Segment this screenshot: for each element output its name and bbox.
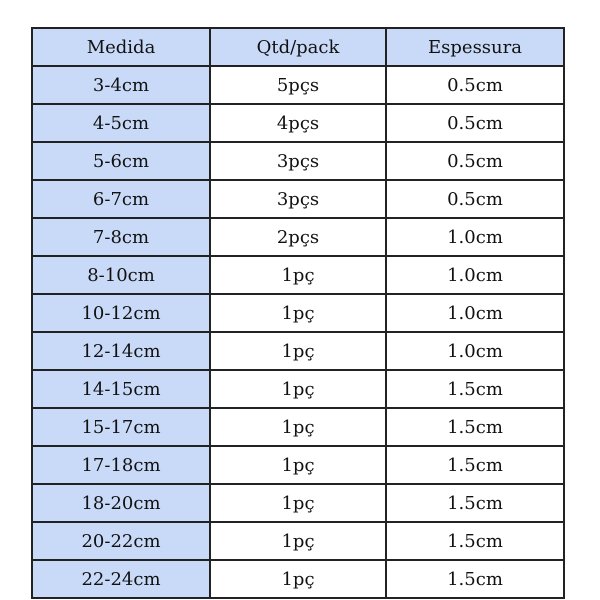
espessura-cell: 1.5cm — [386, 484, 564, 522]
espessura-cell: 0.5cm — [386, 66, 564, 104]
qtd-cell: 1pç — [210, 560, 386, 598]
table-row — [32, 180, 564, 218]
header-row — [32, 28, 564, 66]
qtd-cell: 1pç — [210, 408, 386, 446]
qtd-cell: 1pç — [210, 294, 386, 332]
qtd-cell: 5pçs — [210, 66, 386, 104]
medida-cell: 8-10cm — [32, 256, 210, 294]
medida-cell: 15-17cm — [32, 408, 210, 446]
size-table — [31, 27, 565, 599]
table-row — [32, 408, 564, 446]
table-row — [32, 218, 564, 256]
espessura-cell: 1.0cm — [386, 294, 564, 332]
medida-cell: 6-7cm — [32, 180, 210, 218]
qtd-cell: 3pçs — [210, 142, 386, 180]
medida-cell: 20-22cm — [32, 522, 210, 560]
qtd-cell: 3pçs — [210, 180, 386, 218]
medida-cell: 14-15cm — [32, 370, 210, 408]
header-espessura: Espessura — [386, 28, 564, 66]
table-row — [32, 294, 564, 332]
qtd-cell: 4pçs — [210, 104, 386, 142]
qtd-cell: 1pç — [210, 484, 386, 522]
qtd-cell: 1pç — [210, 332, 386, 370]
espessura-cell: 1.0cm — [386, 332, 564, 370]
table-row — [32, 560, 564, 598]
table-row — [32, 370, 564, 408]
qtd-cell: 2pçs — [210, 218, 386, 256]
medida-cell: 5-6cm — [32, 142, 210, 180]
espessura-cell: 1.5cm — [386, 446, 564, 484]
espessura-cell: 1.5cm — [386, 522, 564, 560]
espessura-cell: 1.5cm — [386, 370, 564, 408]
table-row — [32, 142, 564, 180]
qtd-cell: 1pç — [210, 370, 386, 408]
qtd-cell: 1pç — [210, 446, 386, 484]
medida-cell: 10-12cm — [32, 294, 210, 332]
table-row — [32, 332, 564, 370]
medida-cell: 7-8cm — [32, 218, 210, 256]
medida-cell: 4-5cm — [32, 104, 210, 142]
table-row — [32, 66, 564, 104]
header-medida: Medida — [32, 28, 210, 66]
table-row — [32, 256, 564, 294]
medida-cell: 17-18cm — [32, 446, 210, 484]
espessura-cell: 1.5cm — [386, 560, 564, 598]
espessura-cell: 1.5cm — [386, 408, 564, 446]
espessura-cell: 0.5cm — [386, 180, 564, 218]
medida-cell: 12-14cm — [32, 332, 210, 370]
table-row — [32, 522, 564, 560]
header-qtd-pack: Qtd/pack — [210, 28, 386, 66]
medida-cell: 3-4cm — [32, 66, 210, 104]
espessura-cell: 1.0cm — [386, 218, 564, 256]
espessura-cell: 0.5cm — [386, 142, 564, 180]
medida-cell: 22-24cm — [32, 560, 210, 598]
espessura-cell: 0.5cm — [386, 104, 564, 142]
table-row — [32, 484, 564, 522]
medida-cell: 18-20cm — [32, 484, 210, 522]
table-row — [32, 446, 564, 484]
qtd-cell: 1pç — [210, 256, 386, 294]
qtd-cell: 1pç — [210, 522, 386, 560]
espessura-cell: 1.0cm — [386, 256, 564, 294]
table-row — [32, 104, 564, 142]
